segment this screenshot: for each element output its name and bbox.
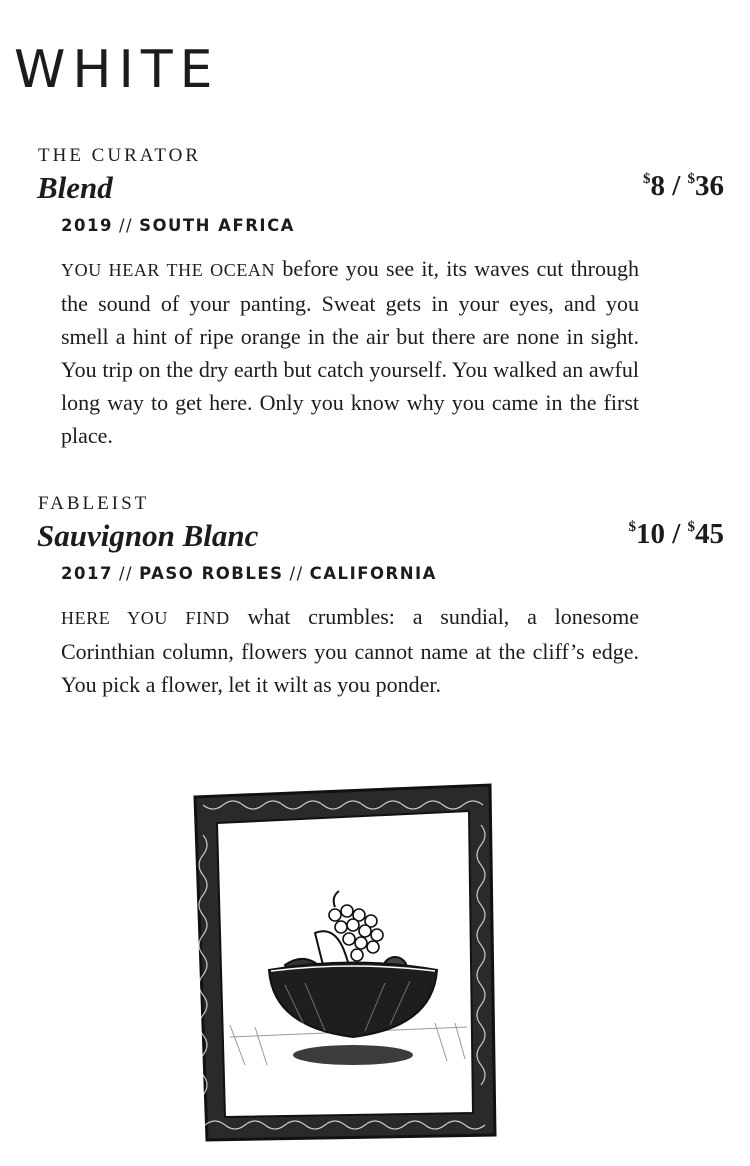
wine-state: CALIFORNIA [309, 564, 437, 583]
wine-price: $10 / $45 [628, 518, 724, 550]
fruit-bowl-sketch-icon [185, 765, 510, 1150]
wine-producer: FABLEIST [38, 493, 150, 514]
wine-description: YOU HEAR THE OCEAN before you see it, its waves cut through the sound of your panting. Sweat gets in your eyes, and you smell a hint of ripe orange in the air but there are none in sight. You trip on the dry earth but catch yourself. You walked an awful long way to get here. Only you know why you came in the first place. [61, 256, 640, 448]
wine-producer: THE CURATOR [38, 145, 202, 166]
wine-price: $8 / $36 [642, 170, 724, 202]
wine-vintage: 2017 [61, 564, 113, 583]
wine-region: SOUTH AFRICA [139, 216, 295, 235]
wine-description: HERE YOU FIND what crumbles: a sundial, a lonesome Corinthian column, flowers you cannot name at the cliff’s edge. You pick a flower, let it wilt as you ponder. [61, 604, 639, 697]
wine-vintage-region: 2017 // PASO ROBLES // CALIFORNIA [61, 564, 437, 583]
section-title: WHITE [14, 40, 220, 100]
wine-region: PASO ROBLES [139, 564, 284, 583]
wine-vintage: 2019 [61, 216, 113, 235]
wine-vintage-region: 2019 // SOUTH AFRICA [61, 216, 295, 235]
wine-name: Sauvignon Blanc [37, 518, 259, 553]
wine-name: Blend [37, 170, 113, 205]
